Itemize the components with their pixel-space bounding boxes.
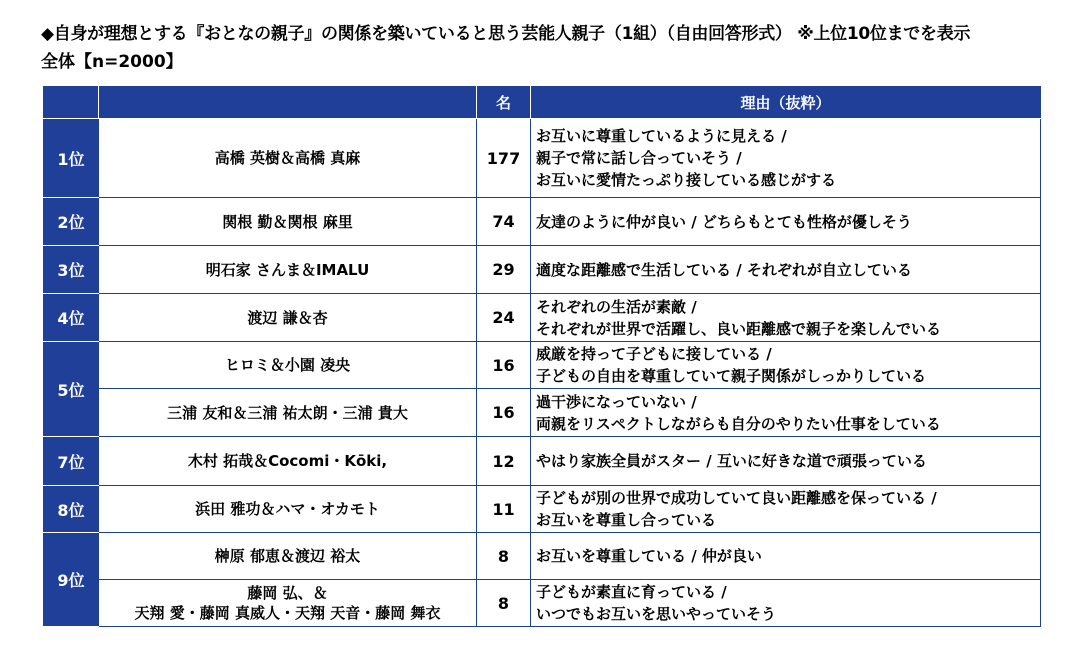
name-line: ヒロミ＆小園 凌央 [224, 356, 351, 374]
table-row [44, 389, 1041, 437]
name-line: 藤岡 弘、＆ [247, 584, 328, 602]
reason-line: 子どもの自由を尊重していて親子関係がしっかりしている [536, 367, 927, 385]
reason-cell [531, 119, 1041, 198]
header-name [99, 87, 477, 119]
rank-cell: 3位 [44, 246, 99, 294]
count-cell: 177 [477, 119, 531, 198]
rank-cell: 4位 [44, 294, 99, 342]
reason-cell [531, 342, 1041, 389]
reason-line: 適度な距離感で生活している / それぞれが自立している [536, 260, 912, 279]
reason-line: 過干渉になっていない / [536, 392, 697, 411]
count-cell: 16 [477, 342, 531, 389]
reason-line: お互いに尊重しているように見える / [536, 127, 787, 145]
reason-cell [531, 437, 1041, 486]
rank-cell: 1位 [44, 119, 99, 198]
table-row [44, 580, 1041, 627]
reason-cell [531, 580, 1041, 627]
name-line: 関根 勤＆関根 麻里 [222, 212, 353, 231]
header-reason: 理由（抜粋） [531, 87, 1041, 119]
rank-cell: 8位 [44, 486, 99, 533]
name-cell [99, 198, 477, 246]
rank-cell: 7位 [44, 437, 99, 486]
name-cell [99, 119, 477, 198]
name-line: 天翔 愛・藤岡 真威人・天翔 天音・藤岡 舞衣 [134, 604, 441, 622]
name-line: 浜田 雅功＆ハマ・オカモト [195, 500, 380, 518]
name-line: 木村 拓哉＆Cocomi・Kōki, [187, 452, 388, 470]
name-cell [99, 580, 477, 627]
name-cell [99, 294, 477, 342]
rank-cell: 9位 [44, 533, 99, 627]
count-cell: 8 [477, 533, 531, 580]
reason-line: お互いを尊重している / 仲が良い [536, 547, 762, 565]
count-cell: 8 [477, 580, 531, 627]
table-row [44, 119, 1041, 198]
page-title: ◆自身が理想とする『おとなの親子』の関係を築いていると思う芸能人親子（1組）（自由回答形式） ※上位10位までを表示 [41, 24, 971, 44]
header-rank [44, 87, 99, 119]
table-row [44, 486, 1041, 533]
table-row [44, 342, 1041, 389]
name-cell [99, 533, 477, 580]
reason-cell [531, 294, 1041, 342]
table-row [44, 437, 1041, 486]
name-cell [99, 437, 477, 486]
name-line: 渡辺 謙＆杏 [247, 308, 328, 327]
reason-cell [531, 486, 1041, 533]
name-line: 明石家 さんま＆IMALU [205, 260, 370, 279]
sample-size-label: 全体【n=2000】 [41, 52, 183, 72]
header-count: 名 [477, 87, 531, 119]
reason-line: 親子で常に話し合っていそう / [536, 149, 742, 167]
rank-cell: 5位 [44, 342, 99, 437]
name-cell [99, 486, 477, 533]
count-cell: 12 [477, 437, 531, 486]
name-cell [99, 389, 477, 437]
reason-line: 子どもが別の世界で成功していて良い距離感を保っている / [536, 489, 937, 507]
count-cell: 29 [477, 246, 531, 294]
reason-line: 友達のように仲が良い / どちらもとても性格が優しそう [536, 212, 912, 231]
table-header-row [44, 87, 1041, 119]
reason-cell [531, 389, 1041, 437]
reason-cell [531, 246, 1041, 294]
reason-cell [531, 198, 1041, 246]
table-row [44, 533, 1041, 580]
reason-line: 両親をリスペクトしながらも自分のやりたい仕事をしている [536, 414, 941, 433]
reason-line: お互いに愛情たっぷり接している感じがする [536, 171, 837, 189]
reason-line: 子どもが素直に育っている / [536, 583, 727, 601]
reason-cell [531, 533, 1041, 580]
reason-line: いつでもお互いを思いやっていそう [536, 605, 777, 623]
name-line: 三浦 友和＆三浦 祐太朗・三浦 貴大 [167, 403, 408, 422]
reason-line: やはり家族全員がスター / 互いに好きな道で頑張っている [536, 452, 927, 470]
table-row [44, 198, 1041, 246]
table-row [44, 294, 1041, 342]
name-cell [99, 342, 477, 389]
reason-line: お互いを尊重し合っている [536, 511, 717, 529]
name-cell [99, 246, 477, 294]
name-line: 高橋 英樹＆高橋 真麻 [214, 149, 361, 167]
count-cell: 74 [477, 198, 531, 246]
rank-cell: 2位 [44, 198, 99, 246]
reason-line: 威厳を持って子どもに接している / [536, 345, 772, 363]
reason-line: それぞれが世界で活躍し、良い距離感で親子を楽しんでいる [536, 319, 942, 338]
count-cell: 16 [477, 389, 531, 437]
table-row [44, 246, 1041, 294]
reason-line: それぞれの生活が素敵 / [536, 297, 697, 316]
count-cell: 11 [477, 486, 531, 533]
ranking-table [43, 86, 1041, 627]
name-line: 榊原 郁恵＆渡辺 裕太 [214, 547, 361, 565]
count-cell: 24 [477, 294, 531, 342]
